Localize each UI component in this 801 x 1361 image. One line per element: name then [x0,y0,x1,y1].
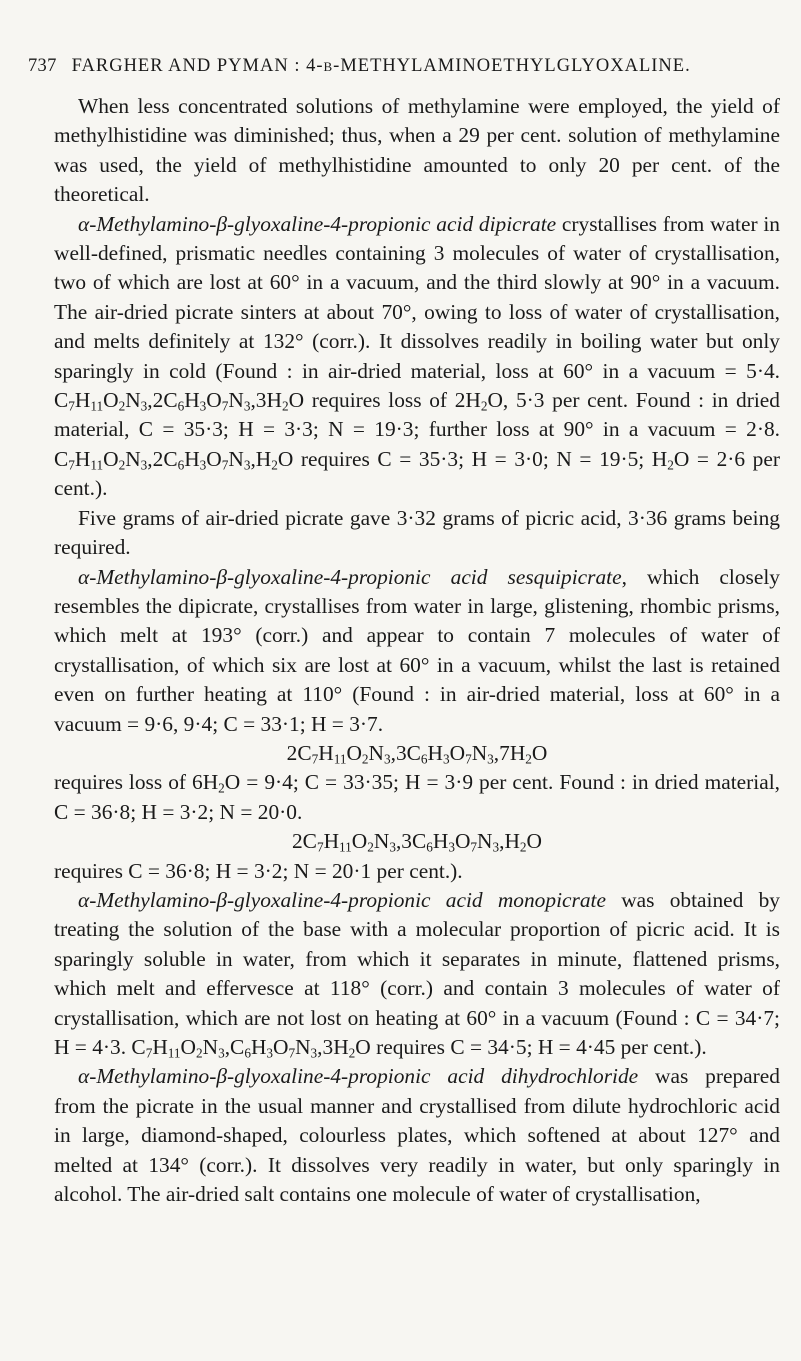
formula-line: $2C_7H_{11}O_2N_3,3C_6H_3O_7N_3,7H_2O$ [286,740,548,767]
page-number: 737 [28,56,57,76]
formula-line: $2C_7H_{11}O_2N_3,3C_6H_3O_7N_3,H_2O$ [291,829,542,855]
compound-paragraph: α-Methylamino-β-glyoxaline-4-propionic acid monopicrate was obtained by treating the solution of the base with a molecular proportion of picric acid. It is sparingly soluble in water, from which it separates in minute, flattened prisms, which melt and effervesce at 118° (corr.) and contain 3 molecules of water of crystallisation, which are not lost on heating at 60° in a vacuum (Found : C = 34·7; H = 4·3. $C_7H_{11}O_2N_3,C_6H_3O_7N_3,3H_2O$ requires C = 34·5; H = 4·45 per cent.). [54,887,780,1061]
running-title: FARGHER AND PYMAN : 4-β-METHYLAMINOETHYLGLYOXALINE. [71,56,691,76]
compound-name: α-Methylamino-β-glyoxaline-4-propionic acid sesquipicrate [78,564,622,589]
compound-paragraph: α-Methylamino-β-glyoxaline-4-propionic acid sesquipicrate, which closely resembles the dipicrate, crystallises from water in large, glistening, rhombic prisms, which melt at 193° (corr.) and appear to contain 7 molecules of water of crystallisation, of which six are lost at 60° in a vacuum, whilst the last is retained even on further heating at 110° (Found : in air-dried material, loss at 60° in a vacuum = 9·6, 9·4; C = 33·1; H = 3·7. [54,564,780,736]
paragraph-continuation: requires loss of $6H_2O = 9\cdot 4$; C = 33·35; H = 3·9 per cent. Found : in dried material, C = 36·8; H = 3·2; N = 20·0. [54,770,780,824]
paragraph-continuation: requires C = 36·8; H = 3·2; N = 20·1 per cent.). [54,858,463,883]
article-body [54,92,780,1209]
running-header [28,56,788,77]
compound-name: α-Methylamino-β-glyoxaline-4-propionic acid dipicrate [78,211,557,236]
compound-paragraph: α-Methylamino-β-glyoxaline-4-propionic acid dipicrate crystallises from water in well-defined, prismatic needles containing 3 molecules of water of crystallisation, two of which are lost at 60° in a vacuum, and the third slowly at 90° in a vacuum. The air-dried picrate sinters at about 70°, owing to loss of water of crystallisation, and melts definitely at 132° (corr.). It dissolves readily in boiling water but only sparingly in cold (Found : in air-dried material, loss at 60° in a vacuum = 5·4. $C_7H_{11}O_2N_3,2C_6H_3O_7N_3,3H_2O$ requires loss of $2H_2O$, 5·3 per cent. Found : in dried material, C = 35·3; H = 3·3; N = 19·3; further loss at 90° in a vacuum = 2·8. $C_7H_{11}O_2N_3,2C_6H_3O_7N_3,H_2O$ requires C = 35·3; H = 3·0; N = 19·5; $H_2O = 2\cdot 6$ per cent.). [54,211,780,501]
compound-name: α-Methylamino-β-glyoxaline-4-propionic acid monopicrate [78,887,606,912]
paragraph: Five grams of air-dried picrate gave 3·32 grams of picric acid, 3·36 grams being required. [54,505,780,560]
compound-name: α-Methylamino-β-glyoxaline-4-propionic acid dihydrochloride [78,1064,639,1089]
compound-paragraph: α-Methylamino-β-glyoxaline-4-propionic acid dihydrochloride was prepared from the picrate in the usual manner and crystallised from dilute hydrochloric acid in large, diamond-shaped, colourless plates, which softened at about 127° and melted at 134° (corr.). It dissolves very readily in water, but only sparingly in alcohol. The air-dried salt contains one molecule of water of crystallisation, [54,1064,780,1207]
paragraph: When less concentrated solutions of methylamine were employed, the yield of methylhistidine was diminished; thus, when a 29 per cent. solution of methylamine was used, the yield of methylhistidine amounted to only 20 per cent. of the theoretical. [54,94,780,207]
